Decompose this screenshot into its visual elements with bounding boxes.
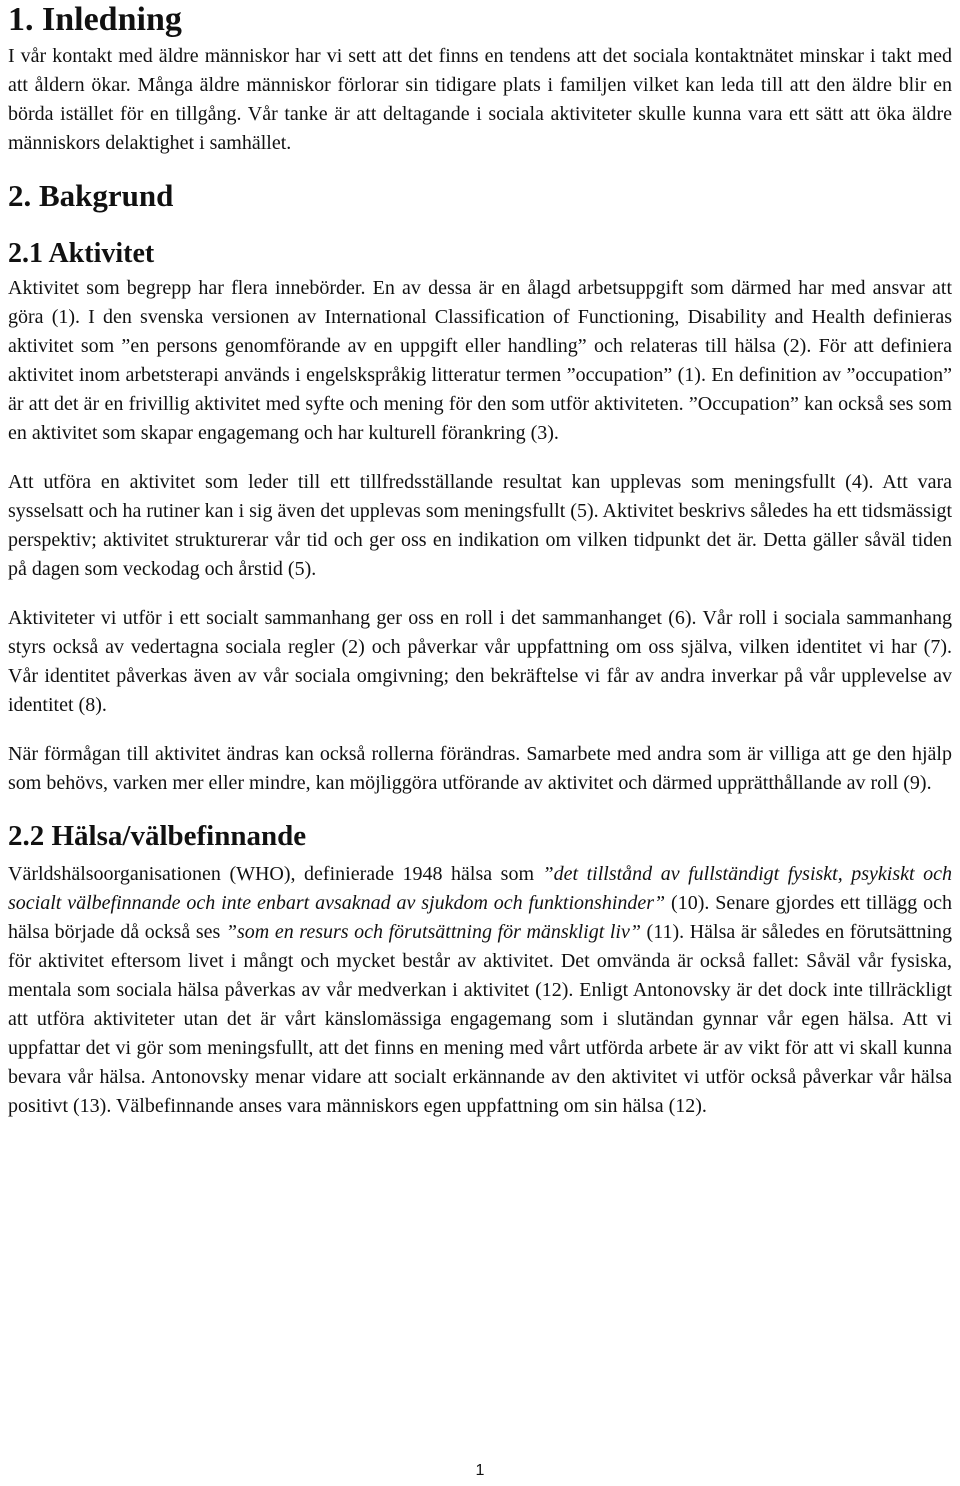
heading-aktivitet: 2.1 Aktivitet	[8, 238, 155, 269]
paragraph-aktivitet-4: När förmågan till aktivitet ändras kan också rollerna förändras. Samarbete med andra som är villiga att ge den hjälp som behövs, varken mer eller mindre, kan möjliggöra utförande av aktivitet och därmed upprätthållande av roll (9).	[8, 743, 952, 794]
paragraph-aktivitet-2: Att utföra en aktivitet som leder till ett tillfredsställande resultat kan upplevas som meningsfullt (4). Att vara sysselsatt och ha rutiner kan i sig även det upplevas som meningsfullt (5). Aktivitet beskrivs således ha ett tidsmässigt perspektiv; aktivitet strukturerar vår tid och ger oss en indikation om vilken tidpunkt det är. Detta gäller såväl tiden på dagen som veckodag och årstid (5).	[8, 471, 952, 580]
document-page	[8, 0, 952, 1121]
halsa-text-1: Världshälsoorganisationen (WHO), definierade 1948 hälsa som	[8, 863, 543, 885]
page-number: 1	[475, 1462, 485, 1479]
paragraph-aktivitet-1: Aktivitet som begrepp har flera innebörder. En av dessa är en ålagd arbetsuppgift som därmed har med ansvar att göra (1). I den svenska versionen av International Classification of Functioning, Disability and Health definieras aktivitet som ”en persons genomförande av en uppgift eller handling” och relateras till hälsa (2). För att definiera aktivitet inom arbetsterapi används i engelskspråkig litteratur termen ”occupation” (1). En definition av ”occupation” är att det är en frivillig aktivitet med syfte och mening för den som utför aktiviteten. ”Occupation” kan också ses som en aktivitet som skapar engagemang och har kulturell förankring (3).	[8, 277, 952, 444]
halsa-text-3: (11). Hälsa är således en förutsättning för aktivitet eftersom livet i mångt och mycket består av aktivitet. Det omvända är också fallet: Såväl vår fysiska, mentala som sociala hälsa påverkas av vår medverkan i aktivitet (12). Enligt Antonovsky är det dock inte tillräckligt att utföra aktiviteter utan det är vårt känslomässiga engagemang som i slutändan gynnar vår egen hälsa. Att vi uppfattar det vi gör som meningsfullt, att det finns en mening med vårt utförda arbete är av vikt för att vi skall kunna bevara vår hälsa. Antonovsky menar vidare att socialt erkännande av den aktivitet vi utför också påverkar vår hälsa positivt (13). Välbefinnande anses vara människors egen uppfattning om sin hälsa (12).	[8, 921, 953, 1117]
paragraph-inledning: I vår kontakt med äldre människor har vi sett att det finns en tendens att det sociala kontaktnätet minskar i takt med att åldern ökar. Många äldre människor förlorar sin tidigare plats i familjen vilket kan leda till att den äldre blir en börda istället för en tillgång. Vår tanke är att deltagande i sociala aktiviteter skulle kunna vara ett sätt att öka äldre människors delaktighet i samhället.	[8, 45, 952, 154]
paragraph-halsa	[8, 860, 952, 1121]
heading-inledning: 1. Inledning	[8, 1, 182, 38]
paragraph-aktivitet-3: Aktiviteter vi utför i ett socialt sammanhang ger oss en roll i det sammanhanget (6). Vår roll i sociala sammanhang styrs också av vedertagna sociala regler (2) och påverkar vår uppfattning om oss själva, vilken identitet vi har (7). Vår identitet påverkas även av vår sociala omgivning; den bekräftelse vi får av andra inverkar på vår upplevelse av identitet (8).	[8, 607, 952, 716]
heading-halsa: 2.2 Hälsa/välbefinnande	[8, 820, 307, 852]
who-definition-quote: ”det tillstånd av fullständigt fysiskt, psykiskt och socialt välbefinnande och inte enbart avsaknad av sjukdom och funktionshinder”	[8, 863, 952, 914]
heading-bakgrund: 2. Bakgrund	[8, 178, 174, 213]
halsa-text-2: (10). Senare gjordes ett tillägg och hälsa började då också ses	[8, 892, 952, 943]
resurs-quote: ”som en resurs och förutsättning för mänskligt liv”	[225, 921, 641, 943]
